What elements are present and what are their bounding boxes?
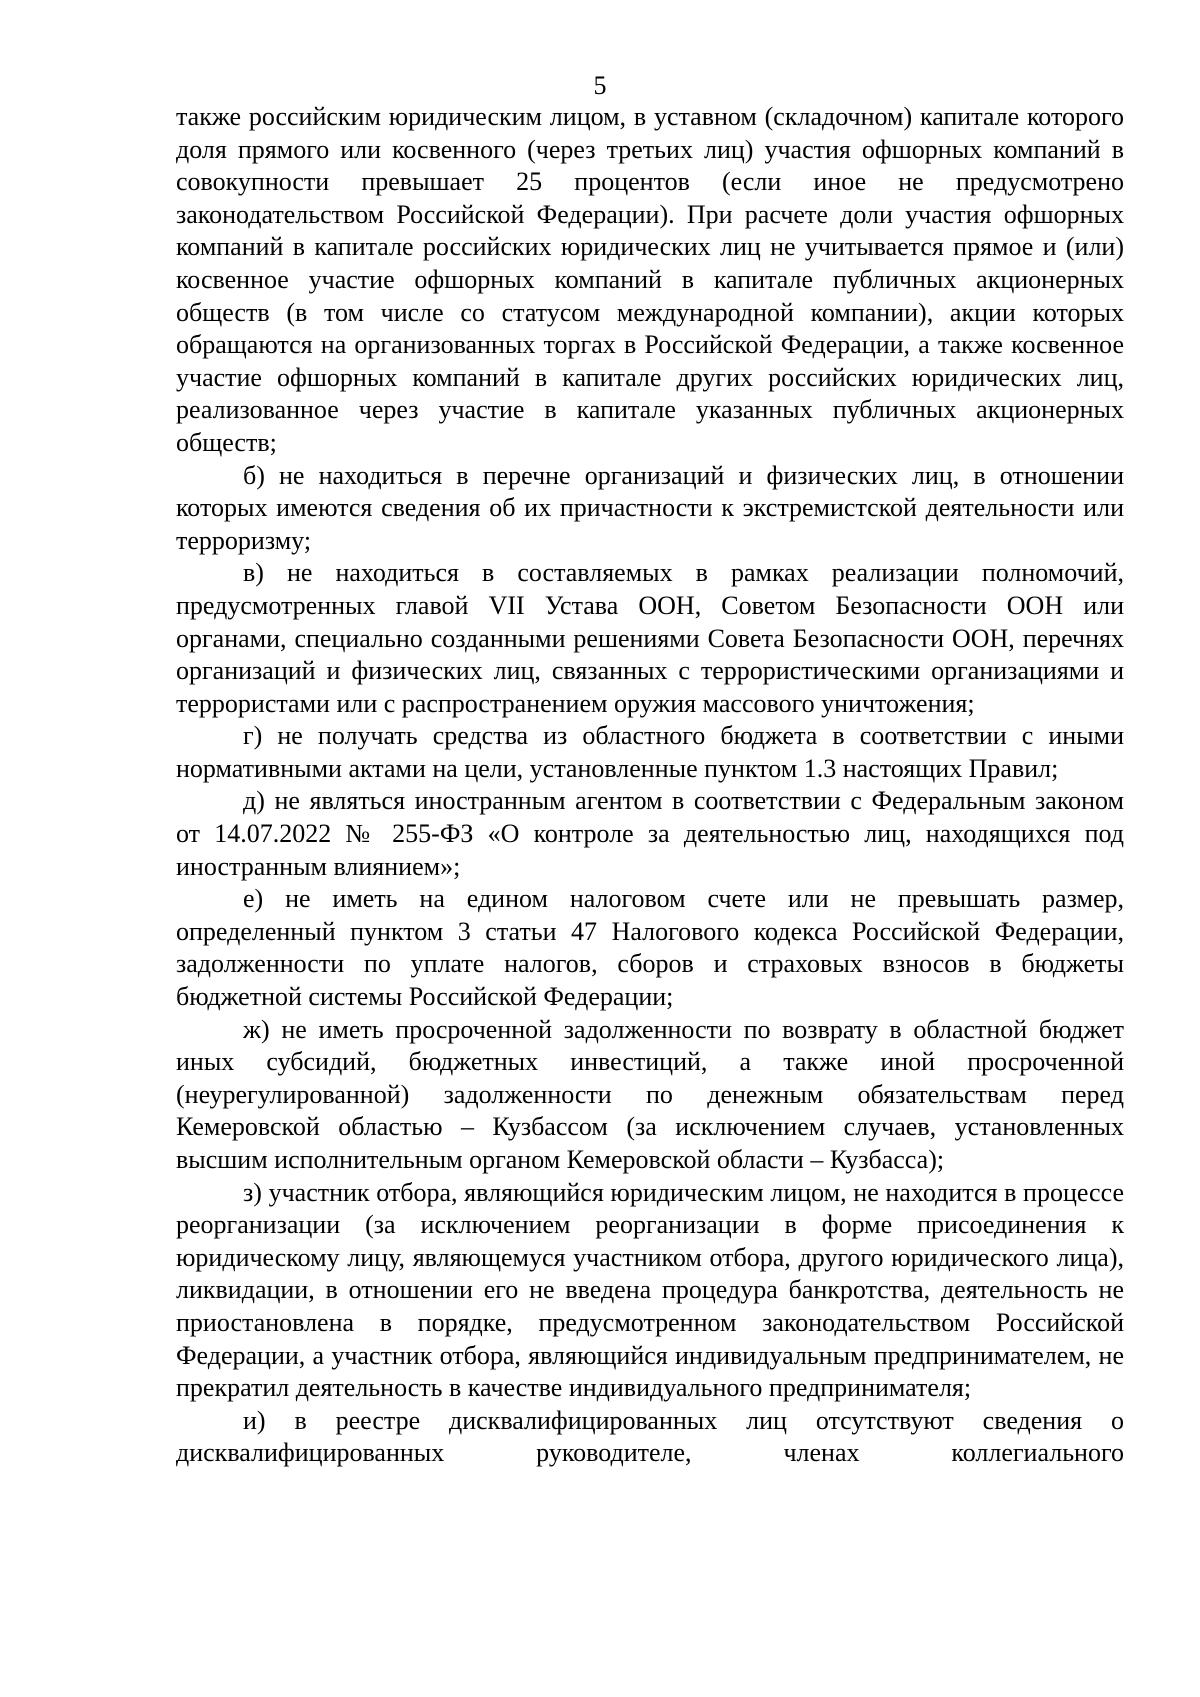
paragraph-g: г) не получать средства из областного бюджета в соответствии с иными нормативными актами на цели, установленные пунктом 1.3 настоящих Правил; [176,721,1124,783]
paragraph-b: б) не находиться в перечне организаций и физических лиц, в отношении которых имеются сведения об их причастности к экстремистской деятельности или терроризму; [176,460,1124,555]
paragraph-d: д) не являться иностранным агентом в соответствии с Федеральным законом от 14.07.2022 № 255-ФЗ «О контроле за деятельностью лиц, находящихся под иностранным влиянием»; [176,786,1124,881]
paragraph-e: е) не иметь на едином налоговом счете или не превышать размер, определенный пунктом 3 статьи 47 Налогового кодекса Российской Федерации, задолженности по уплате налогов, сборов и страховых взносов в бюджеты бюджетной системы Российской Федерации; [176,884,1124,1012]
paragraph-continuation: также российским юридическим лицом, в уставном (складочном) капитале которого доля прямого или косвенного (через третьих лиц) участия офшорных компаний в совокупности превышает 25 процентов (если иное не предусмотрено законодательством Российской Федерации). При расчете доли участия офшорных компаний в капитале российских юридических лиц не учитывается прямое и (или) косвенное участие офшорных компаний в капитале публичных акционерных обществ (в том числе со статусом международной компании), акции которых обращаются на организованных торгах в Российской Федерации, а также косвенное участие офшорных компаний в капитале других российских юридических лиц, реализованное через участие в капитале указанных публичных акционерных обществ; [176,102,1124,457]
paragraph-zh: ж) не иметь просроченной задолженности по возврату в областной бюджет иных субсидий, бюджетных инвестиций, а также иной просроченной (неурегулированной) задолженности по денежным обязательствам перед Кемеровской областью – Кузбассом (за исключением случаев, установленных высшим исполнительным органом Кемеровской области – Кузбасса); [176,1014,1124,1174]
paragraph-v: в) не находиться в составляемых в рамках реализации полномочий, предусмотренных главой VII Устава ООН, Советом Безопасности ООН или органами, специально созданными решениями Совета Безопасности ООН, перечнях организаций и физических лиц, связанных с террористическими организациями и террористами или с распространением оружия массового уничтожения; [176,558,1124,718]
paragraph-i: и) в реестре дисквалифицированных лиц отсутствуют сведения о дисквалифицированных руководителе, членах коллегиального [176,1405,1124,1468]
page-number: 5 [593,71,607,100]
paragraph-z: з) участник отбора, являющийся юридическим лицом, не находится в процессе реорганизации (за исключением реорганизации в форме присоединения к юридическому лицу, являющемуся участником отбора, другого юридического лица), ликвидации, в отношении его не введена процедура банкротства, деятельность не приостановлена в порядке, предусмотренном законодательством Российской Федерации, а участник отбора, являющийся индивидуальным предпринимателем, не прекратил деятельность в качестве индивидуального предпринимателя; [176,1177,1124,1403]
document-body [176,101,1124,1470]
